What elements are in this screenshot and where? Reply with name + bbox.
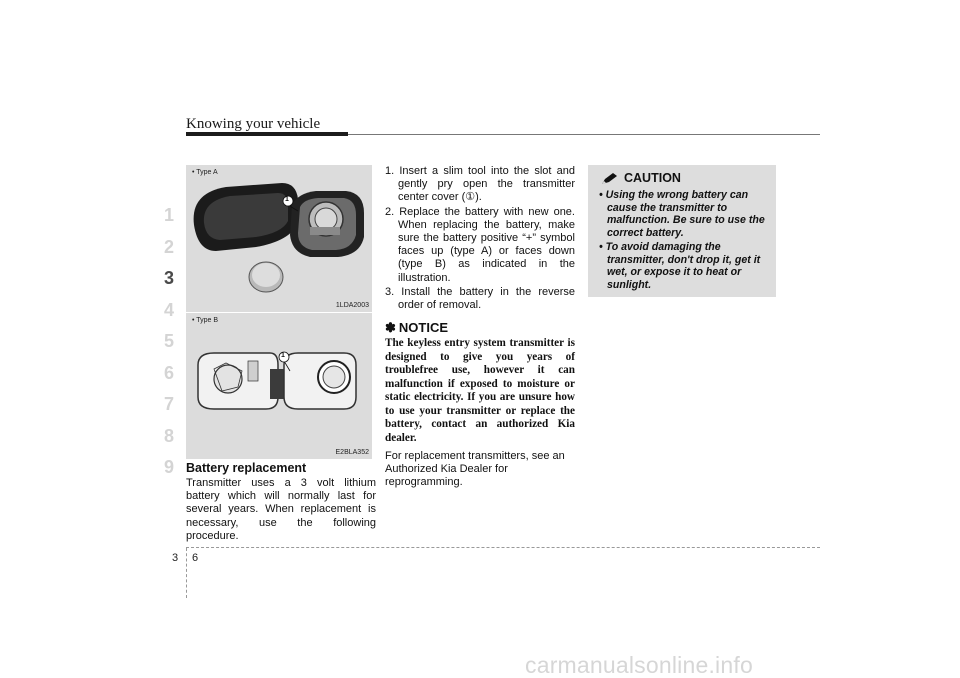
figure-b-code: E2BLA352 — [335, 449, 369, 456]
page-chapter-number: 3 — [172, 552, 179, 564]
chapter-tab-8[interactable]: 8 — [163, 425, 174, 446]
notice-title: NOTICE — [398, 320, 449, 335]
watermark: carmanualsonline.info — [525, 652, 753, 678]
procedure-step-2: 2. Replace the battery with new one. When replacing the battery, make sure the battery positive “+” symbol faces up (type A) or faces down (type B) as indicated in the illustration. — [385, 205, 575, 284]
caution-header — [602, 171, 768, 185]
chapter-tab-9[interactable]: 9 — [163, 457, 174, 478]
caution-list — [596, 189, 768, 291]
footer-vertical-rule — [186, 548, 187, 598]
page-header-title: Knowing your vehicle — [186, 116, 321, 132]
key-fob-type-b-illustration — [186, 313, 372, 460]
chapter-tabs — [155, 200, 183, 484]
page-number: 6 — [192, 552, 199, 564]
chapter-tab-7[interactable]: 7 — [163, 394, 174, 415]
notice-heading — [385, 320, 448, 336]
figure-a-code: 1LDA2003 — [335, 302, 369, 309]
caution-item: • Using the wrong battery can cause the transmitter to malfunction. Be sure to use the correct battery. — [599, 189, 765, 239]
figure-type-a — [186, 165, 372, 312]
pencil-caution-icon — [602, 173, 618, 184]
section-body: Transmitter uses a 3 volt lithium battery which will normally last for several years. When replacement is necessary, use the following procedure. — [186, 477, 376, 542]
footer-rule — [186, 547, 820, 548]
figure-b-callout-number: 1 — [281, 352, 285, 359]
chapter-tab-5[interactable]: 5 — [163, 331, 174, 352]
chapter-tab-6[interactable]: 6 — [163, 362, 174, 383]
chapter-tab-1[interactable]: 1 — [163, 205, 174, 226]
procedure-step-3: 3. Install the battery in the reverse order of removal. — [385, 285, 575, 312]
caution-title: CAUTION — [624, 171, 681, 185]
figure-a-callout-number: 1 — [285, 196, 289, 203]
chapter-tab-3[interactable]: 3 — [163, 268, 174, 289]
figure-b-label: • Type B — [192, 317, 219, 324]
procedure-steps — [385, 165, 575, 313]
key-fob-type-a-illustration — [186, 165, 372, 312]
caution-box — [588, 165, 776, 297]
figure-type-b — [186, 312, 372, 459]
section-heading: Battery replacement — [186, 461, 307, 475]
chapter-tab-4[interactable]: 4 — [163, 299, 174, 320]
notice-body: The keyless entry system transmitter is designed to give you years of troublefree use, however it can malfunction if exposed to moisture or static electricity. If you are unsure how to use your transmitter or replace the battery, contact an authorized Kia dealer. — [385, 337, 575, 444]
procedure-step-1: 1. Insert a slim tool into the slot and gently pry open the transmitter center cover (①). — [385, 165, 575, 204]
caution-item: • To avoid damaging the transmitter, don't drop it, get it wet, or expose it to heat or sunlight. — [599, 241, 761, 291]
header-rule-dark — [186, 132, 348, 136]
chapter-tab-2[interactable]: 2 — [163, 236, 174, 257]
figure-a-label: • Type A — [192, 169, 218, 176]
notice-mark-icon: ✽ — [385, 320, 396, 335]
replacement-info: For replacement transmitters, see an Authorized Kia Dealer for reprogramming. — [385, 450, 565, 489]
header-rule-light — [348, 134, 820, 135]
